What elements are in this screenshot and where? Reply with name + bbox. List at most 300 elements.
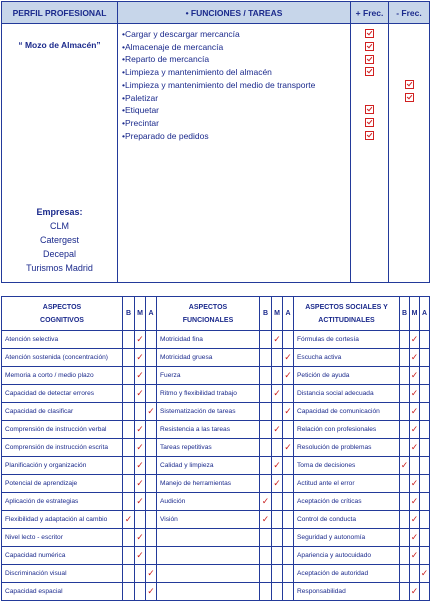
social-level-b-cell [400, 529, 410, 547]
frequency-slot [351, 91, 388, 104]
check-icon: ✓ [136, 334, 144, 344]
social-aspect-label: Apariencia y autocuidado [294, 547, 400, 565]
check-icon: ✓ [147, 406, 155, 416]
task-item: •Etiquetar [122, 105, 159, 116]
check-icon: ✓ [410, 406, 419, 416]
functional-level-b-cell [260, 403, 272, 421]
social-aspect-label: Toma de decisiones [294, 457, 400, 475]
cognitive-level-b-cell [123, 349, 135, 367]
functional-level-m-cell [272, 493, 283, 511]
social-aspect-label: Capacidad de comunicación [294, 403, 400, 421]
plus-frequency-checkbox-icon [365, 42, 374, 51]
cognitive-level-b-cell [123, 511, 135, 529]
social-level-m-cell [410, 331, 420, 349]
cognitive-aspect-label: Capacidad de detectar errores [2, 385, 123, 403]
functional-level-m-cell [272, 529, 283, 547]
aspects-row [2, 439, 430, 457]
social-level-b-cell [400, 493, 410, 511]
cognitive-level-b-cell [123, 529, 135, 547]
check-icon: ✓ [147, 568, 155, 578]
plus-frequency-checkbox-icon [365, 55, 374, 64]
social-level-m-cell [410, 475, 420, 493]
cognitive-aspect-label: Comprensión de instrucción verbal [2, 421, 123, 439]
functional-level-b-cell [260, 511, 272, 529]
social-level-b-cell [400, 385, 410, 403]
task-item: •Limpieza y mantenimiento del almacén [122, 67, 272, 78]
social-aspect-label: Actitud ante el error [294, 475, 400, 493]
aspects-table [1, 296, 430, 601]
functional-level-a-cell [283, 475, 294, 493]
minus-frequency-checkbox-icon [405, 93, 414, 102]
task-item: •Reparto de mercancía [122, 54, 210, 65]
aspects-header-row [2, 297, 430, 331]
social-level-m-cell [410, 565, 420, 583]
cognitive-level-a-cell [146, 511, 157, 529]
functional-aspect-label: Fuerza [157, 367, 260, 385]
aspects-row [2, 547, 430, 565]
cognitive-level-a-cell [146, 349, 157, 367]
cognitive-level-a-cell [146, 565, 157, 583]
cognitive-level-m-cell [135, 367, 146, 385]
profile-table [1, 1, 430, 283]
task-item: •Cargar y descargar mercancía [122, 29, 240, 39]
level-a-header: A [146, 297, 157, 331]
social-aspect-label: Petición de ayuda [294, 367, 400, 385]
cognitive-level-m-cell [135, 439, 146, 457]
check-icon: ✓ [410, 370, 419, 380]
functional-level-m-cell [272, 421, 283, 439]
check-icon: ✓ [410, 352, 419, 362]
social-level-b-cell [400, 565, 410, 583]
frequency-slot [351, 41, 388, 54]
social-level-a-cell [420, 457, 430, 475]
social-level-b-cell [400, 547, 410, 565]
social-aspect-label: Resolución de problemas [294, 439, 400, 457]
cognitive-level-a-cell [146, 385, 157, 403]
company-name: Catergest [39, 235, 80, 245]
aspects-row [2, 385, 430, 403]
social-level-b-cell [400, 421, 410, 439]
profile-header: PERFIL PROFESIONAL [2, 2, 118, 24]
frequency-slot [389, 117, 429, 130]
functional-aspect-label: Calidad y limpieza [157, 457, 260, 475]
aspects-row [2, 349, 430, 367]
plus-frequency-checkbox-icon [365, 105, 374, 114]
cognitive-level-m-cell [135, 511, 146, 529]
check-icon: ✓ [147, 586, 155, 596]
cognitive-level-b-cell [123, 385, 135, 403]
social-level-m-cell [410, 493, 420, 511]
aspects-row [2, 403, 430, 421]
functional-level-a-cell [283, 439, 294, 457]
frequency-slot [389, 53, 429, 66]
cognitive-level-m-cell [135, 457, 146, 475]
check-icon: ✓ [273, 334, 281, 344]
check-icon: ✓ [410, 550, 419, 560]
check-icon: ✓ [410, 532, 419, 542]
social-aspect-label: Escucha activa [294, 349, 400, 367]
level-m-header: M [272, 297, 283, 331]
functional-level-b-cell [260, 547, 272, 565]
cognitive-level-m-cell [135, 565, 146, 583]
minus-frequency-checkbox-icon [405, 80, 414, 89]
social-level-m-cell [410, 367, 420, 385]
aspects-row [2, 493, 430, 511]
functional-level-b-cell [260, 331, 272, 349]
check-icon: ✓ [284, 370, 292, 380]
social-level-a-cell [420, 547, 430, 565]
cognitive-aspect-label: Aplicación de estrategias [2, 493, 123, 511]
functional-level-m-cell [272, 403, 283, 421]
functional-level-a-cell [283, 529, 294, 547]
social-level-m-cell [410, 403, 420, 421]
cognitive-aspect-label: Atención sostenida (concentración) [2, 349, 123, 367]
cognitive-level-a-cell [146, 457, 157, 475]
frequency-slot [389, 91, 429, 104]
social-level-b-cell [400, 403, 410, 421]
cognitive-level-a-cell [146, 475, 157, 493]
cognitive-level-a-cell [146, 529, 157, 547]
social-level-b-cell [400, 367, 410, 385]
social-level-a-cell [420, 331, 430, 349]
functional-level-b-cell [260, 529, 272, 547]
check-icon: ✓ [410, 514, 419, 524]
functional-level-a-cell [283, 331, 294, 349]
cognitive-level-b-cell [123, 583, 135, 601]
functional-level-b-cell [260, 349, 272, 367]
social-level-b-cell [400, 511, 410, 529]
profile-cell [2, 24, 118, 283]
check-icon: ✓ [136, 424, 144, 434]
social-level-m-cell [410, 457, 420, 475]
cognitive-aspect-label: Comprensión de instrucción escrita [2, 439, 123, 457]
frequency-slot [389, 104, 429, 117]
frequency-slot [351, 66, 388, 79]
functional-level-m-cell [272, 457, 283, 475]
aspects-row [2, 583, 430, 601]
check-icon: ✓ [136, 496, 144, 506]
company-name: Turismos Madrid [26, 263, 93, 273]
profile-table-body [2, 24, 430, 283]
cognitive-level-b-cell [123, 475, 135, 493]
cognitive-header: ASPECTOS COGNITIVOS [2, 297, 123, 331]
company-name: Decepal [42, 249, 77, 259]
frequency-slot [389, 28, 429, 41]
frequency-slot [351, 104, 388, 117]
social-level-a-cell [420, 475, 430, 493]
check-icon: ✓ [410, 586, 419, 596]
social-level-b-cell [400, 457, 410, 475]
check-icon: ✓ [284, 352, 292, 362]
functional-aspect-label: Resistencia a las tareas [157, 421, 260, 439]
frequency-slot [351, 130, 388, 143]
cognitive-level-b-cell [123, 331, 135, 349]
check-icon: ✓ [136, 550, 144, 560]
cognitive-aspect-label: Discriminación visual [2, 565, 123, 583]
cognitive-aspect-label: Planificación y organización [2, 457, 123, 475]
functional-level-m-cell [272, 349, 283, 367]
cognitive-aspect-label: Potencial de aprendizaje [2, 475, 123, 493]
cognitive-level-b-cell [123, 457, 135, 475]
cognitive-aspect-label: Flexibilidad y adaptación al cambio [2, 511, 123, 529]
cognitive-level-b-cell [123, 421, 135, 439]
social-level-b-cell [400, 439, 410, 457]
social-aspect-label: Fórmulas de cortesía [294, 331, 400, 349]
frequency-slot [351, 79, 388, 92]
check-icon: ✓ [273, 424, 281, 434]
social-level-a-cell [420, 529, 430, 547]
check-icon: ✓ [136, 532, 144, 542]
cognitive-level-a-cell [146, 493, 157, 511]
social-aspect-label: Responsabilidad [294, 583, 400, 601]
functional-level-m-cell [272, 511, 283, 529]
social-level-a-cell [420, 511, 430, 529]
social-level-m-cell [410, 385, 420, 403]
social-level-a-cell [420, 493, 430, 511]
aspects-row [2, 367, 430, 385]
functional-level-a-cell [283, 547, 294, 565]
check-icon: ✓ [410, 334, 419, 344]
aspects-row [2, 457, 430, 475]
functional-aspect-label [157, 565, 260, 583]
social-aspect-label: Relación con profesionales [294, 421, 400, 439]
functional-level-b-cell [260, 493, 272, 511]
social-aspect-label: Seguridad y autonomía [294, 529, 400, 547]
check-icon: ✓ [410, 388, 419, 398]
check-icon: ✓ [136, 478, 144, 488]
functional-level-b-cell [260, 475, 272, 493]
social-level-m-cell [410, 583, 420, 601]
social-level-a-cell [420, 385, 430, 403]
check-icon: ✓ [410, 478, 419, 488]
cognitive-level-m-cell [135, 493, 146, 511]
cognitive-level-b-cell [123, 493, 135, 511]
functional-aspect-label [157, 529, 260, 547]
social-level-m-cell [410, 547, 420, 565]
cognitive-level-a-cell [146, 421, 157, 439]
social-level-b-cell [400, 331, 410, 349]
check-icon: ✓ [410, 496, 419, 506]
check-icon: ✓ [410, 442, 419, 452]
social-level-b-cell [400, 583, 410, 601]
functional-aspect-label: Tareas repetitivas [157, 439, 260, 457]
social-level-a-cell [420, 349, 430, 367]
social-header: ASPECTOS SOCIALES Y ACTITUDINALES [294, 297, 400, 331]
functional-level-m-cell [272, 547, 283, 565]
task-item: •Almacenaje de mercancía [122, 41, 224, 52]
cognitive-level-b-cell [123, 547, 135, 565]
functional-level-b-cell [260, 439, 272, 457]
profile-table-header [2, 2, 430, 24]
social-level-m-cell [410, 439, 420, 457]
companies-heading: Empresas: [36, 207, 83, 217]
cognitive-level-b-cell [123, 565, 135, 583]
functional-level-a-cell [283, 511, 294, 529]
functional-level-a-cell [283, 421, 294, 439]
task-item: •Limpieza y mantenimiento del medio de transporte [122, 79, 316, 90]
aspects-body [2, 331, 430, 601]
check-icon: ✓ [410, 424, 419, 434]
minus-frequency-header: - Frec. [389, 2, 430, 24]
task-item: •Preparado de pedidos [122, 130, 209, 141]
functional-aspect-label: Ritmo y flexibilidad trabajo [157, 385, 260, 403]
functional-level-m-cell [272, 439, 283, 457]
cognitive-level-a-cell [146, 331, 157, 349]
cognitive-level-a-cell [146, 403, 157, 421]
company-name: CLM [49, 221, 69, 231]
functional-level-m-cell [272, 475, 283, 493]
social-aspect-label: Aceptación de autoridad [294, 565, 400, 583]
check-icon: ✓ [273, 388, 281, 398]
functional-level-b-cell [260, 421, 272, 439]
cognitive-level-m-cell [135, 349, 146, 367]
functional-aspect-label: Sistematización de tareas [157, 403, 260, 421]
functional-level-a-cell [283, 349, 294, 367]
cognitive-level-a-cell [146, 367, 157, 385]
plus-frequency-checkbox-icon [365, 29, 374, 38]
aspects-row [2, 565, 430, 583]
social-level-b-cell [400, 349, 410, 367]
social-level-a-cell [420, 439, 430, 457]
check-icon: ✓ [284, 442, 292, 452]
frequency-slot [351, 53, 388, 66]
check-icon: ✓ [136, 460, 144, 470]
plus-frequency-checkbox-icon [365, 131, 374, 140]
functional-level-b-cell [260, 583, 272, 601]
check-icon: ✓ [284, 406, 292, 416]
functional-level-b-cell [260, 565, 272, 583]
social-level-m-cell [410, 349, 420, 367]
functional-aspect-label: Manejo de herramientas [157, 475, 260, 493]
functional-level-m-cell [272, 583, 283, 601]
task-list [118, 24, 351, 283]
plus-frequency-column [351, 24, 389, 283]
cognitive-aspect-label: Atención selectiva [2, 331, 123, 349]
check-icon: ✓ [136, 388, 144, 398]
frequency-slot [389, 41, 429, 54]
social-level-a-cell [420, 367, 430, 385]
social-level-a-cell [420, 565, 430, 583]
social-aspect-label: Distancia social adecuada [294, 385, 400, 403]
cognitive-level-m-cell [135, 583, 146, 601]
functions-header: • FUNCIONES / TAREAS [118, 2, 351, 24]
cognitive-level-m-cell [135, 403, 146, 421]
functional-aspect-label: Audición [157, 493, 260, 511]
social-aspect-label: Control de conducta [294, 511, 400, 529]
level-a-header: A [420, 297, 430, 331]
frequency-slot [389, 130, 429, 143]
check-icon: ✓ [273, 478, 281, 488]
functional-level-a-cell [283, 565, 294, 583]
cognitive-level-m-cell [135, 475, 146, 493]
functional-level-a-cell [283, 583, 294, 601]
functional-aspect-label: Motricidad fina [157, 331, 260, 349]
functional-level-m-cell [272, 385, 283, 403]
level-a-header: A [283, 297, 294, 331]
check-icon: ✓ [136, 442, 144, 452]
frequency-slot [351, 117, 388, 130]
cognitive-level-m-cell [135, 547, 146, 565]
level-b-header: B [400, 297, 410, 331]
check-icon: ✓ [124, 514, 133, 524]
aspects-row [2, 421, 430, 439]
functional-level-a-cell [283, 403, 294, 421]
check-icon: ✓ [273, 460, 281, 470]
functional-level-m-cell [272, 565, 283, 583]
cognitive-level-b-cell [123, 367, 135, 385]
functional-aspect-label [157, 583, 260, 601]
companies-block [2, 205, 117, 275]
frequency-slot [389, 79, 429, 92]
frequency-slot [389, 66, 429, 79]
functional-level-a-cell [283, 367, 294, 385]
plus-frequency-checkbox-icon [365, 67, 374, 76]
cognitive-level-m-cell [135, 385, 146, 403]
check-icon: ✓ [400, 460, 409, 470]
level-m-header: M [410, 297, 420, 331]
cognitive-aspect-label: Capacidad numérica [2, 547, 123, 565]
functional-level-b-cell [260, 385, 272, 403]
level-b-header: B [260, 297, 272, 331]
social-level-m-cell [410, 511, 420, 529]
functional-level-a-cell [283, 385, 294, 403]
functional-aspect-label: Motricidad gruesa [157, 349, 260, 367]
cognitive-aspect-label: Capacidad de clasificar [2, 403, 123, 421]
task-item: •Paletizar [122, 92, 159, 103]
functional-level-m-cell [272, 331, 283, 349]
cognitive-level-b-cell [123, 439, 135, 457]
check-icon: ✓ [136, 352, 144, 362]
social-level-m-cell [410, 421, 420, 439]
plus-frequency-checkbox-icon [365, 118, 374, 127]
social-level-m-cell [410, 529, 420, 547]
aspects-row [2, 475, 430, 493]
social-level-b-cell [400, 475, 410, 493]
functional-aspect-label [157, 547, 260, 565]
aspects-row [2, 529, 430, 547]
cognitive-level-b-cell [123, 403, 135, 421]
cognitive-aspect-label: Nivel lecto - escritor [2, 529, 123, 547]
functional-aspect-label: Visión [157, 511, 260, 529]
job-title: “ Mozo de Almacén” [18, 40, 101, 50]
frequency-slot [351, 28, 388, 41]
cognitive-aspect-label: Capacidad espacial [2, 583, 123, 601]
social-level-a-cell [420, 403, 430, 421]
social-level-a-cell [420, 421, 430, 439]
check-icon: ✓ [261, 514, 270, 524]
cognitive-level-a-cell [146, 547, 157, 565]
social-level-a-cell [420, 583, 430, 601]
check-icon: ✓ [261, 496, 270, 506]
check-icon: ✓ [420, 568, 429, 578]
cognitive-level-m-cell [135, 529, 146, 547]
task-item: •Precintar [122, 117, 159, 128]
cognitive-level-m-cell [135, 421, 146, 439]
cognitive-level-m-cell [135, 331, 146, 349]
check-icon: ✓ [136, 370, 144, 380]
aspects-row [2, 331, 430, 349]
functional-level-b-cell [260, 367, 272, 385]
functional-level-m-cell [272, 367, 283, 385]
functional-level-a-cell [283, 457, 294, 475]
cognitive-level-a-cell [146, 439, 157, 457]
functional-level-b-cell [260, 457, 272, 475]
level-m-header: M [135, 297, 146, 331]
functional-header: ASPECTOS FUNCIONALES [157, 297, 260, 331]
cognitive-level-a-cell [146, 583, 157, 601]
aspects-row [2, 511, 430, 529]
social-aspect-label: Aceptación de críticas [294, 493, 400, 511]
